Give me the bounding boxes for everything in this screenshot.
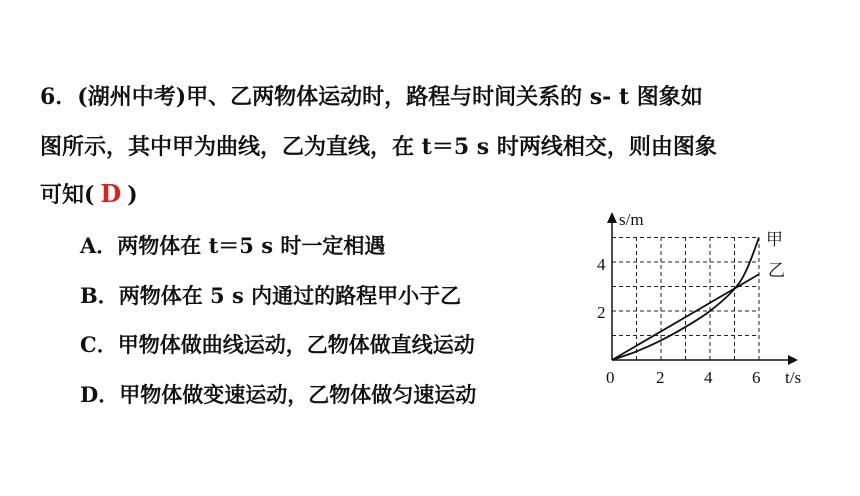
series-label-yi: 乙 [768,261,785,281]
answer-mark: D [100,179,122,208]
x-tick-4: 4 [704,368,713,387]
x-tick-0: 0 [606,368,615,387]
option-b: B．两物体在 5 s 内通过的路程甲小于乙 [80,283,462,308]
option-a: A．两物体在 t＝5 s 时一定相遇 [80,233,386,258]
x-tick-6: 6 [752,368,761,387]
x-tick-2: 2 [656,368,665,387]
x-axis-label: t/s [785,368,802,387]
series-group [612,238,759,361]
question-line-2: 图所示，其中甲为曲线，乙为直线，在 t＝5 s 时两线相交，则由图象 [40,134,717,160]
y-tick-2: 2 [597,303,606,322]
grid [612,238,759,361]
option-d: D．甲物体做变速运动，乙物体做匀速运动 [80,382,477,407]
series-label-jia: 甲 [766,230,783,250]
series-line-jia [612,238,759,361]
y-axis-arrow [607,212,617,223]
x-axis-arrow [788,355,798,365]
question-prefix: 可知( [40,182,95,208]
y-axis-label: s/m [619,210,644,229]
option-c: C．甲物体做曲线运动，乙物体做直线运动 [80,332,475,357]
question-line-1: 6．(湖州中考)甲、乙两物体运动时，路程与时间关系的 s- t 图象如 [40,84,703,110]
y-tick-4: 4 [597,255,606,274]
question-suffix: ) [127,182,138,208]
